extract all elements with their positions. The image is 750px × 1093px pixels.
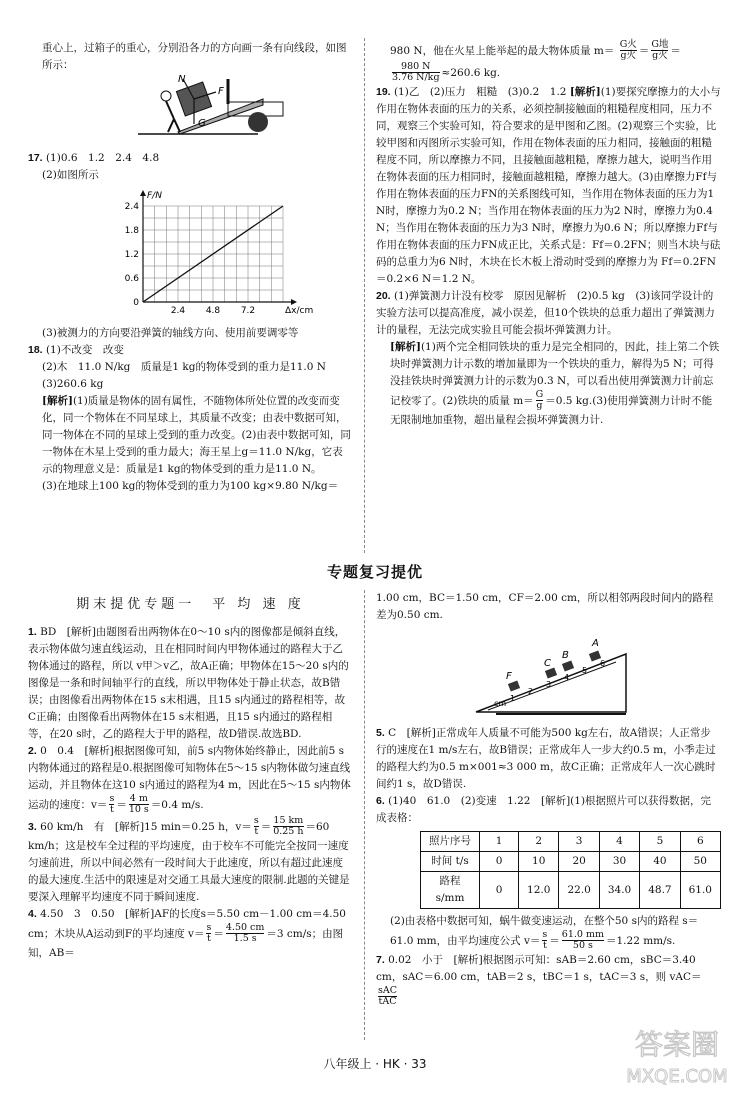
- spring-force-chart: [28, 184, 353, 319]
- x-axis-arrow: [291, 299, 297, 305]
- section-banner: 专题复习提优: [326, 563, 423, 581]
- y-tick-label: 1.8: [124, 226, 139, 236]
- item-7: 7. 0.02 小于 [解析]根据图示可知：sAB＝2.60 cm，sBC＝3.40 cm，sAC＝6.00 cm，tAB＝2 s，tBC＝1 s，tAC＝3 s，则 vAC＝ $\frac{\text{sAC}}{\text{tAC}}$: [376, 953, 702, 1008]
- table-row: 路程 s/mm 0 12.0 22.0 34.0 48.7 61.0: [421, 872, 721, 909]
- q16-tail: 重心上，过箱子的重心，分别沿各力的方向画一条有向线段，如图所示：: [42, 42, 347, 71]
- left-column-bottom: [28, 624, 353, 962]
- q17-part1: 17. (1)0.6 1.2 2.4 4.8: [28, 152, 160, 164]
- point-b-label: B: [562, 650, 569, 661]
- force-f-label: F: [218, 86, 224, 97]
- q17-part2: (2)如图所示: [42, 169, 99, 181]
- item-4-continuation: 1.00 cm，BC＝1.50 cm，CF＝2.00 cm，所以相邻两段时间内的路程差为0.50 cm.: [376, 592, 714, 621]
- page-footer: 八年级上 · HK · 33: [323, 1057, 427, 1071]
- y-tick-label: 1.2: [124, 250, 139, 260]
- x-tick-label: 4.8: [205, 306, 221, 316]
- q18-continuation: 980 N，他在火星上能举起的最大物体质量 m＝ $\frac{\text{G火}}{\text{g火}}$ ＝ $\frac{\text{G地}}{\text{g火}}$ ＝: [390, 39, 681, 62]
- y-tick-label: 0: [133, 298, 139, 308]
- x-tick-label: 2.4: [170, 306, 186, 316]
- item-3: 3. 60 km/h 有 [解析]15 min＝0.25 h，v＝ $\frac{s}{t}$ ＝ $\frac{15 km}{0.25 h}$ ＝60 km/h；这是校车全过程的平均速度，由于校车不可能完全按同一速度匀速前进，所以中间必然有一段时间大于此速度，所以有超过此速度的最大速度.生活中的限速是对交通工具最大速度的限制.此题的关键是要深入理解平均速度不同于瞬间速度.: [28, 814, 350, 903]
- q18-part2: (2)木 11.0 N/kg 质量是1 kg的物体受到的重力是11.0 N: [42, 361, 326, 373]
- svg-text:4: 4: [564, 673, 570, 682]
- column-divider-bottom: [364, 590, 365, 1040]
- force-g-label: G: [198, 118, 206, 129]
- q20-answer: 20. (1)弹簧测力计没有校零 原因见解析 (2)0.5 kg (3)该同学设计的实验方法可以提高准度，减小误差，但10个铁块的总重力超出了弹簧测力计的量程，无法完成实验且可能会损坏弹簧测力计。: [376, 289, 715, 336]
- cart-wheel: [248, 112, 268, 132]
- q19-answer: 19. (1)乙 (2)压力 粗糙 (3)0.2 1.2 [解析](1)要探究摩擦力的大小与作用在物体表面的压力的关系，必须控制接触面的粗糙程度相同，压力不同，观察三个实验可知，符合要求的是甲图和乙图。(2)观察三个实验，比较甲图和丙图所示实验可知，作用在物体表面的压力相同，接触面的粗糙程度不同，所以摩擦力不同，且接触面越粗糙，摩擦力越大，说明当作用在物体表面的压力相同时，接触面越粗糙，摩擦力越大。(3)由摩擦力Ff与作用在物体表面的压力FN的关系图线可知，当作用在物体表面的压力为1 N时，摩擦力为0.2 N；当作用在物体表面的压力为2 N时，摩擦力为0.4 N；当作用在物体表面的压力为3 N时，摩擦力为0.6 N；所以摩擦力Ff与作用在物体表面的压力FN成正比，关系式是：Ff＝0.2FN；则当木块与砝码的总重力为6 N时，木块在长木板上滑动时受到的摩擦力为 Ff＝0.2FN＝0.2×6 N＝1.2 N。: [376, 85, 721, 285]
- q18-result: $\frac{980 N}{3.76 N/kg}$ ≈260.6 kg.: [392, 60, 501, 84]
- svg-text:6: 6: [600, 659, 606, 668]
- item-6-analysis: (2)由表格中数据可知，蜗牛做变速运动，在整个50 s内的路程 s＝61.0 mm，由平均速度公式 v＝ $\frac{s}{t}$ ＝ $\frac{61.0 mm}{50 s}$ ＝1.22 mm/s.: [390, 915, 699, 952]
- y-axis-arrow: [140, 190, 146, 196]
- column-divider-top: [364, 38, 365, 553]
- x-tick-label: 7.2: [240, 306, 256, 316]
- table-row: 时间 t/s 0 10 20 30 40 50: [421, 852, 721, 872]
- item-5: 5. C [解析]正常成年人质量不可能为500 kg左右，故A错误；人正常步行的速度在1 m/s左右，故B错误；正常成年人一步大约0.5 m，小季走过的路程大约为0.5 m×001≈3 000 m，故C正确；正常成年人一次心跳时间约1 s，故D错误.: [376, 727, 716, 790]
- item-6: 6. (1)40 61.0 (2)变速 1.22 [解析](1)根据照片可以获得数据，完成表格：: [376, 795, 712, 824]
- q18-part3: (3)260.6 kg: [42, 378, 104, 390]
- svg-text:1: 1: [510, 694, 516, 703]
- svg-text:cm: cm: [494, 699, 507, 708]
- q18-analysis: [解析](1)质量是物体的固有属性，不随物体所处位置的改变而变化，同一个物体在不同星球上，其质量不改变；由表中数据可知，同一物体在不同的星球上受到的重力改变。(2)由表中数据可知，同一物体在木星上受到的重力最大；海王星上g＝11.0 N/kg，它表示的物理意义是：质量是1 kg的物体受到的重力是11.0 N。: [42, 395, 351, 475]
- point-f-label: F: [506, 671, 512, 682]
- right-column-bottom: [376, 590, 721, 1008]
- q20-analysis: [解析](1)两个完全相同铁块的重力是完全相同的，因此，挂上第二个铁块时弹簧测力计示数的增加量即为一个铁块的重力，解得为5 N；可得没挂铁块时弹簧测力计的示数为0.3 N，可以看出使用弹簧测力计前忘记校零了。(2)铁块的质量 m＝ $\frac{G}{g}$ ＝0.5 kg.(3)使用弹簧测力计时不能无限制地加重物，超出量程会损坏弹簧测力计.: [390, 340, 720, 426]
- svg-text:2: 2: [528, 687, 534, 696]
- item-2: 2. 0 0.4 [解析]根据图像可知，前5 s内物体始终静止，因此前5 s内物体通过的路程是0.根据图像可知物体在5～15 s内物体做匀速直线运动，并且物体在这10 s内通过的路程为4 m，因此在5～15 s内物体运动的速度：v＝ $\frac{s}{t}$ ＝ $\frac{4 m}{10 s}$ ＝0.4 m/s.: [28, 745, 351, 816]
- left-column: [28, 40, 353, 495]
- point-a-label: A: [592, 638, 599, 649]
- q18-part1: 18. (1)不改变 改变: [28, 344, 124, 356]
- q17-part3: (3)被测力的方向要沿弹簧的轴线方向、使用前要调零等: [42, 327, 299, 339]
- table-row: 照片序号 1 2 3 4 5 6: [421, 832, 721, 852]
- y-tick-label: 2.4: [124, 202, 139, 212]
- item-1: 1. BD [解析]由题图看出两物体在0～10 s内的图像都是倾斜直线，表示物体做匀速直线运动，且在相同时间内甲物体通过的路程大于乙物体通过的路程，所以 v甲＞v乙，故A正确；甲物体在15～20 s内的图像是一条和时间轴平行的直线，所以甲物体处于静止状态，故B错误；由图像看出两物体在15 s末相遇，且15 s内通过的路程相等，故C正确；由图像看出两物体在15 s末相遇，且15 s内通过的路程相等，在20 s时，乙的路程大于甲的路程，故D错误.故选BD.: [28, 626, 349, 740]
- force-n-label: N: [178, 74, 186, 85]
- watermark-logo: [612, 1020, 742, 1090]
- subsection-title: 期末提优专题一 平 均 速 度: [76, 597, 305, 612]
- svg-text:MXQE.COM: MXQE.COM: [626, 1066, 728, 1087]
- svg-text:答案圈: 答案圈: [634, 1028, 720, 1061]
- q18-analysis-2: (3)在地球上100 kg的物体受到的重力为100 kg×9.80 N/kg＝: [42, 480, 339, 492]
- svg-text:3: 3: [546, 680, 552, 689]
- x-axis-label: Δx/cm: [285, 306, 314, 316]
- svg-text:5: 5: [582, 666, 588, 675]
- y-tick-label: 0.6: [124, 274, 139, 284]
- q16-force-figure: [28, 74, 353, 144]
- ramp-figure: [376, 624, 721, 719]
- item-4: 4. 4.50 3 0.50 [解析]AF的长度s＝5.50 cm－1.00 cm＝4.50 cm；木块从A运动到F的平均速度 v＝ $\frac{s}{t}$ ＝ $\frac{4.50 cm}{1.5 s}$ ＝3 cm/s；由图知，AB＝: [28, 907, 346, 959]
- right-column: [376, 40, 721, 429]
- point-c-label: C: [544, 658, 551, 669]
- snail-data-table: [420, 831, 721, 909]
- y-axis-label: F/N: [147, 191, 162, 201]
